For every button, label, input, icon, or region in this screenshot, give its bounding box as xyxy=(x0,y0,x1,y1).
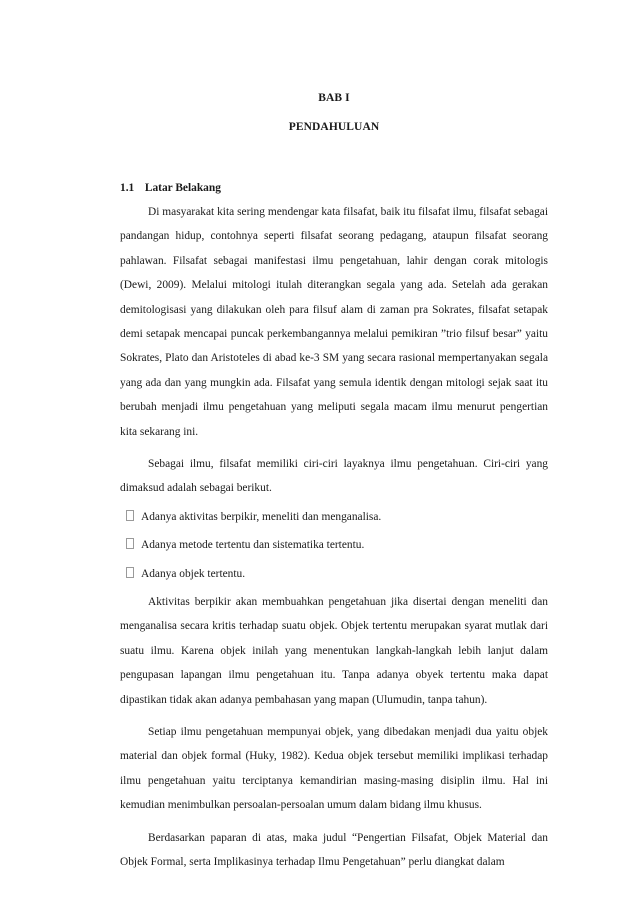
section-number: 1.1 xyxy=(120,182,135,194)
bullet-text: Adanya objek tertentu. xyxy=(141,567,246,580)
bullet-item xyxy=(120,533,548,557)
bullet-box-icon xyxy=(126,510,134,521)
paragraph: Aktivitas berpikir akan membuahkan pengetahuan jika disertai dengan meneliti dan menganalisa secara kritis terhadap suatu objek. Objek tertentu merupakan syarat mutlak dari suatu ilmu. Karena objek inilah yang menentukan langkah-langkah lebih lanjut dalam pengupasan lapangan ilmu pengetahuan itu. Tanpa adanya obyek tertentu maka dapat dipastikan tidak akan adanya pembahasan yang mapan (Ulumudin, tanpa tahun). xyxy=(120,596,548,706)
bullet-box-icon xyxy=(126,567,134,578)
paragraph: Setiap ilmu pengetahuan mempunyai objek, yang dibedakan menjadi dua yaitu objek material dan objek formal (Huky, 1982). Kedua objek tersebut memiliki implikasi terhadap ilmu pengetahuan yaitu terciptanya kemandirian masing-masing disiplin ilmu. Hal ini kemudian menimbulkan persoalan-persoalan umum dalam bidang ilmu khusus. xyxy=(120,726,548,812)
paragraph: Di masyarakat kita sering mendengar kata filsafat, baik itu filsafat ilmu, filsafat sebagai pandangan hidup, contohnya seperti filsafat seorang pedagang, ataupun filsafat seorang pahlawan. Filsafat sebagai manifestasi ilmu pengetahuan, lahir dengan corak mitologis (Dewi, 2009). Melalui mitologi itulah diterangkan segala yang ada. Setelah ada gerakan demitologisasi yang dilakukan oleh para filsuf alam di zaman pra Sokrates, filsafat setapak demi setapak mencapai puncak perkembangannya melalui pemikiran ”trio filsuf besar” yaitu Sokrates, Plato dan Aristoteles di abad ke-3 SM yang secara rasional mempertanyakan segala yang ada dan yang mungkin ada. Filsafat yang semula identik dengan mitologi sejak saat itu berubah menjadi ilmu pengetahuan yang meliputi segala macam ilmu menurut pengertian kita sekarang ini. xyxy=(120,206,548,438)
bullet-text: Adanya aktivitas berpikir, meneliti dan menganalisa. xyxy=(141,510,382,523)
bullet-item xyxy=(120,505,548,529)
bullet-item xyxy=(120,562,548,586)
bullet-box-icon xyxy=(126,538,134,549)
section-heading xyxy=(120,176,548,200)
bullet-list xyxy=(120,505,548,586)
document-body xyxy=(120,176,548,875)
paragraph: Berdasarkan paparan di atas, maka judul “Pengertian Filsafat, Objek Material dan Objek Formal, serta Implikasinya terhadap Ilmu Pengetahuan” perlu diangkat dalam xyxy=(120,831,548,869)
section-title: Latar Belakang xyxy=(144,182,221,194)
bullet-text: Adanya metode tertentu dan sistematika tertentu. xyxy=(141,539,365,552)
chapter-heading: BAB I xyxy=(318,92,350,104)
paragraph: Sebagai ilmu, filsafat memiliki ciri-ciri layaknya ilmu pengetahuan. Ciri-ciri yang dimaksud adalah sebagai berikut. xyxy=(120,458,548,495)
chapter-title: PENDAHULUAN xyxy=(288,121,380,133)
